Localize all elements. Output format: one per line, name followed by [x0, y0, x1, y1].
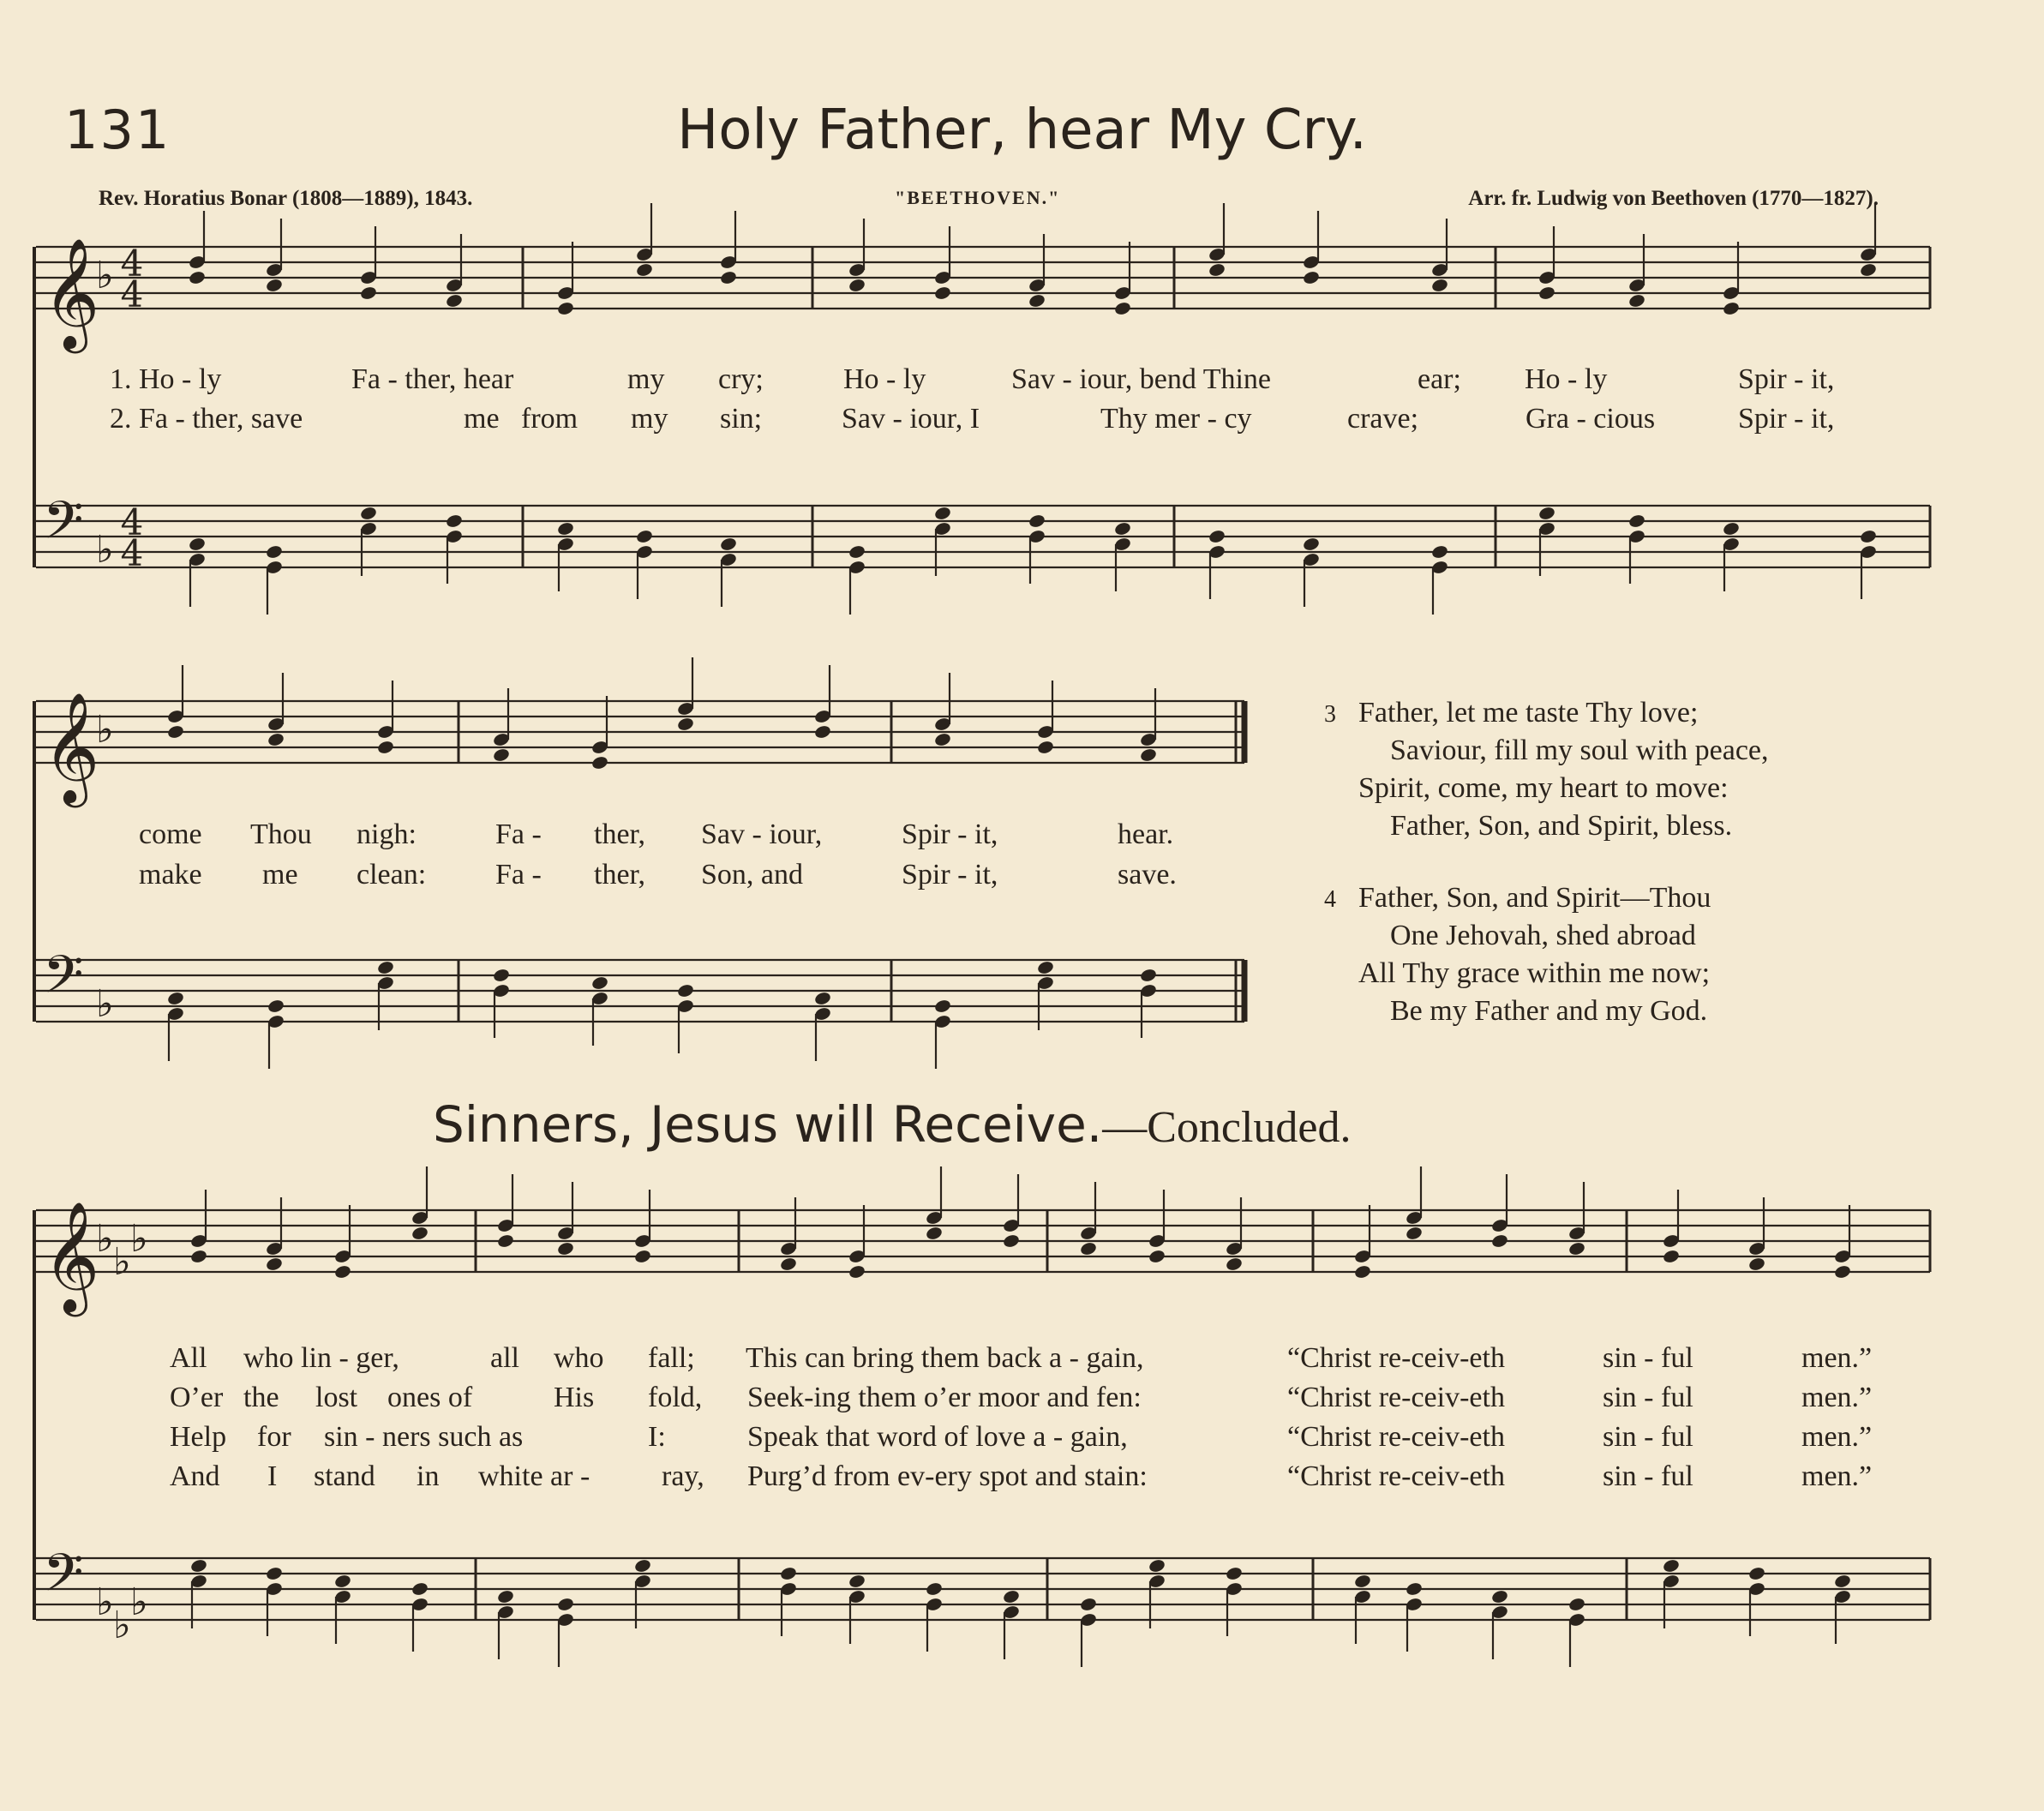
lyric: “Christ re-ceiv-eth [1287, 1382, 1505, 1413]
lyric: Fa - [495, 859, 542, 891]
note-head [556, 1241, 574, 1256]
lyric: ray, [662, 1460, 704, 1492]
flat-icon: ♭ [96, 254, 114, 297]
stanza-line: All Thy grace within me now; [1358, 957, 1711, 989]
note-head [1722, 521, 1740, 537]
flat-icon: ♭ [96, 1217, 114, 1261]
note-head [719, 270, 737, 285]
note-head [813, 991, 831, 1006]
lyric: ear; [1418, 363, 1461, 395]
note-head [1859, 529, 1877, 544]
note-head [925, 1581, 943, 1597]
flat-icon: ♭ [96, 982, 114, 1026]
lyric: ther, [594, 859, 645, 891]
note-head [1662, 1558, 1680, 1574]
note-head [166, 724, 184, 740]
note-head [1859, 262, 1877, 278]
note-head [1302, 270, 1320, 285]
lyric: stand [314, 1460, 375, 1492]
lyric: Spir - it, [1738, 363, 1835, 395]
note-head [445, 293, 463, 309]
note-head [1208, 529, 1226, 544]
note-head [933, 732, 951, 747]
note-head [933, 506, 951, 521]
note-head [1662, 1249, 1680, 1264]
lyric: clean: [357, 859, 427, 891]
hymn2-title-suffix: —Concluded. [1102, 1103, 1352, 1152]
note-head [848, 544, 866, 560]
stanza-line: Saviour, fill my soul with peace, [1390, 735, 1769, 766]
note-head [376, 740, 394, 755]
lyric: Purg’d from ev-ery spot and stain: [747, 1460, 1148, 1492]
lyric: for [257, 1421, 291, 1453]
note-head [1002, 1233, 1020, 1249]
bass-clef-icon: 𝄢 [43, 944, 84, 1018]
note-head [496, 1589, 514, 1604]
tune-name: "BEETHOVEN." [895, 187, 1061, 208]
note-head [925, 1226, 943, 1241]
note-head [1028, 513, 1046, 529]
lyric: men.” [1801, 1460, 1873, 1492]
note-head [1833, 1264, 1851, 1280]
note-head [1079, 1241, 1097, 1256]
note-head [359, 285, 377, 301]
note-head [1490, 1233, 1508, 1249]
lyric: Thou [250, 819, 312, 850]
note-head [411, 1226, 429, 1241]
flat-icon: ♭ [96, 528, 114, 572]
note-head [267, 998, 285, 1014]
note-head [1353, 1264, 1371, 1280]
note-head [1225, 1256, 1243, 1272]
note-head [1490, 1589, 1508, 1604]
lyric: my [631, 403, 668, 435]
note-head [267, 732, 285, 747]
treble-clef-icon: 𝄞 [43, 692, 100, 803]
note-head [1627, 293, 1645, 309]
lyric: fall; [648, 1342, 695, 1374]
lyric: my [627, 363, 665, 395]
lyric: Thy mer - cy [1100, 403, 1252, 435]
note-head [1113, 521, 1131, 537]
note-head [359, 506, 377, 521]
note-head [779, 1566, 797, 1581]
lyric: who [554, 1342, 604, 1374]
lyric: save. [1118, 859, 1177, 891]
note-head [719, 537, 737, 552]
flat-icon: ♭ [96, 708, 114, 752]
lyric: Gra - cious [1526, 403, 1656, 435]
stanza-line: Father, Son, and Spirit—Thou [1358, 882, 1711, 914]
hymn-title: Holy Father, hear My Cry. [677, 99, 1367, 162]
note-head [635, 262, 653, 278]
lyric: Ho - ly [843, 363, 926, 395]
lyric: come [139, 819, 202, 850]
lyric: make [139, 859, 202, 891]
note-head [1028, 293, 1046, 309]
bass-clef-icon: 𝄢 [43, 1543, 84, 1616]
lyric: Spir - it, [1738, 403, 1835, 435]
note-head [556, 301, 574, 316]
note-head [676, 983, 694, 998]
note-head [333, 1574, 351, 1589]
lyric: Seek-ing them o’er moor and fen: [747, 1382, 1142, 1413]
note-head [633, 1249, 651, 1264]
lyric: me [262, 859, 298, 891]
note-head [1405, 1581, 1423, 1597]
stanza-line: Father, Son, and Spirit, bless. [1390, 810, 1733, 842]
note-head [1139, 968, 1157, 983]
flat-icon: ♭ [96, 1580, 114, 1624]
note-head [633, 1558, 651, 1574]
lyric: hear. [1118, 819, 1174, 850]
note-head [590, 755, 608, 771]
lyric: sin - ful [1603, 1421, 1693, 1453]
note-head [166, 991, 184, 1006]
note-head [1627, 513, 1645, 529]
note-head [496, 1233, 514, 1249]
lyric: men.” [1801, 1342, 1873, 1374]
lyric: “Christ re-ceiv-eth [1287, 1342, 1505, 1374]
stanza-line: Spirit, come, my heart to move: [1358, 772, 1729, 804]
note-head [1430, 278, 1448, 293]
note-head [189, 1558, 207, 1574]
lyric: Sav - iour, I [842, 403, 980, 435]
note-head [333, 1264, 351, 1280]
note-head [635, 529, 653, 544]
lyric: All [170, 1342, 207, 1374]
lyric: Spir - it, [902, 859, 998, 891]
note-head [848, 1574, 866, 1589]
lyric: Fa - ther, hear [351, 363, 514, 395]
lyric: me [464, 403, 500, 435]
lyric: in [417, 1460, 440, 1492]
note-head [1208, 262, 1226, 278]
lyric: His [554, 1382, 595, 1413]
note-head [1353, 1574, 1371, 1589]
author-credit: Rev. Horatius Bonar (1808—1889), 1843. [99, 187, 473, 210]
lyric: And [170, 1460, 220, 1492]
note-head [265, 1566, 283, 1581]
note-head [265, 544, 283, 560]
hymn-number: 131 [64, 99, 171, 161]
note-head [1405, 1226, 1423, 1241]
lyric: crave; [1347, 403, 1419, 435]
note-head [848, 278, 866, 293]
note-head [1148, 1249, 1166, 1264]
clefs [43, 237, 148, 1647]
note-head [1036, 740, 1054, 755]
lyric: ones of [387, 1382, 473, 1413]
note-head [1148, 1558, 1166, 1574]
note-head [933, 285, 951, 301]
lyric: ther, [594, 819, 645, 850]
treble-clef-icon: 𝄞 [43, 237, 100, 349]
note-head [1079, 1597, 1097, 1612]
lyric: sin - ful [1603, 1382, 1693, 1413]
lyric: Sav - iour, [701, 819, 823, 850]
note-head [556, 1597, 574, 1612]
lyric: sin - ners such as [324, 1421, 524, 1453]
lyric: Speak that word of love a - gain, [747, 1421, 1128, 1453]
note-head [848, 1264, 866, 1280]
note-head [933, 998, 951, 1014]
stanza-number: 3 [1324, 701, 1336, 728]
time-signature-top: 4 [120, 243, 144, 285]
stanza-line: Father, let me taste Thy love; [1358, 697, 1699, 729]
lyric: men.” [1801, 1421, 1873, 1453]
time-signature-bottom: 4 [120, 532, 144, 574]
lyric: I: [648, 1421, 666, 1453]
lyric: from [521, 403, 578, 435]
note-head [1002, 1589, 1020, 1604]
lyric: Fa - [495, 819, 542, 850]
flat-icon: ♭ [130, 1580, 148, 1624]
note-head [1139, 747, 1157, 763]
note-head [779, 1256, 797, 1272]
note-head [1722, 301, 1740, 316]
lyric: Ho - ly [1525, 363, 1608, 395]
arranger-credit: Arr. fr. Ludwig von Beethoven (1770—1827). [1468, 187, 1879, 210]
note-head [1537, 506, 1555, 521]
lyric: Spir - it, [902, 819, 998, 850]
note-head [1567, 1241, 1585, 1256]
lyric: Sav - iour, bend Thine [1011, 363, 1272, 395]
note-head [676, 717, 694, 732]
lyric: all [490, 1342, 519, 1374]
note-head [188, 537, 206, 552]
lyric: “Christ re-ceiv-eth [1287, 1460, 1505, 1492]
lyric: 1. Ho - ly [110, 363, 222, 395]
note-head [265, 1256, 283, 1272]
note-head [492, 747, 510, 763]
time-signature-bottom: 4 [120, 273, 144, 315]
note-head [265, 278, 283, 293]
lyric: who lin - ger, [243, 1342, 399, 1374]
treble-clef-icon: 𝄞 [43, 1201, 100, 1312]
stanza-line: Be my Father and my God. [1390, 995, 1708, 1027]
note-head [492, 968, 510, 983]
note-head [1225, 1566, 1243, 1581]
stanza-number: 4 [1324, 886, 1336, 913]
note-head [1302, 537, 1320, 552]
note-head [1537, 285, 1555, 301]
note-head [411, 1581, 429, 1597]
flat-icon: ♭ [113, 1604, 131, 1647]
lyric: white ar - [478, 1460, 590, 1492]
note-head [445, 513, 463, 529]
note-head [1036, 960, 1054, 975]
lyric: O’er [170, 1382, 224, 1413]
lyric: “Christ re-ceiv-eth [1287, 1421, 1505, 1453]
lyric: This can bring them back a - gain, [746, 1342, 1144, 1374]
lyric: nigh: [357, 819, 417, 850]
lyric: Son, and [701, 859, 803, 891]
note-head [1567, 1597, 1585, 1612]
lyric: sin; [720, 403, 763, 435]
flat-icon: ♭ [130, 1217, 148, 1261]
lyric: lost [315, 1382, 358, 1413]
stanza-line: One Jehovah, shed abroad [1390, 920, 1696, 951]
lyric: 2. Fa - ther, save [110, 403, 303, 435]
lyric: sin - ful [1603, 1460, 1693, 1492]
note-head [1430, 544, 1448, 560]
note-head [1747, 1566, 1765, 1581]
note-head [590, 975, 608, 991]
lyric: Help [170, 1421, 227, 1453]
note-head [1747, 1256, 1765, 1272]
note-head [1113, 301, 1131, 316]
note-head [556, 521, 574, 537]
lyric: men.” [1801, 1382, 1873, 1413]
lyric: fold, [648, 1382, 703, 1413]
note-head [1833, 1574, 1851, 1589]
hymn2-title-main: Sinners, Jesus will Receive. [433, 1095, 1103, 1154]
note-head [376, 960, 394, 975]
hymn2-title [433, 1095, 1352, 1154]
lyric: sin - ful [1603, 1342, 1693, 1374]
flat-icon: ♭ [113, 1240, 131, 1284]
lyric: the [243, 1382, 279, 1413]
time-signature-top: 4 [120, 501, 144, 543]
note-head [813, 724, 831, 740]
lyric: cry; [718, 363, 764, 395]
lyric: I [267, 1460, 278, 1492]
bass-clef-icon: 𝄢 [43, 490, 84, 564]
note-head [189, 1249, 207, 1264]
note-head [188, 270, 206, 285]
